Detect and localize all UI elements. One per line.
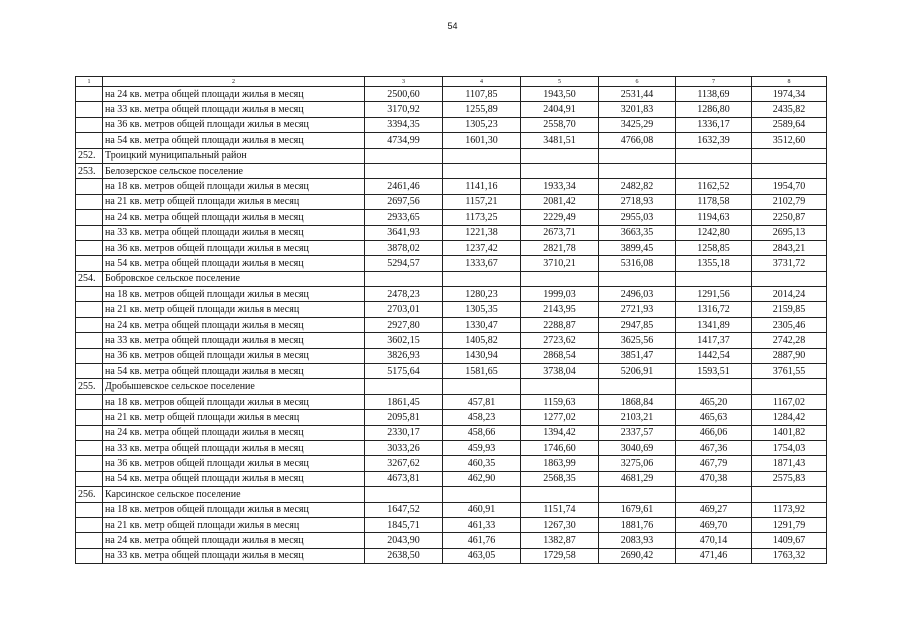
index-cell — [76, 133, 103, 148]
index-cell — [76, 117, 103, 132]
index-cell — [76, 364, 103, 379]
value-cell-col7: 465,20 — [676, 394, 752, 409]
table-body — [76, 77, 827, 564]
value-cell-col8: 2435,82 — [752, 102, 827, 117]
value-cell-col6: 3663,35 — [599, 225, 676, 240]
row-label: на 21 кв. метр общей площади жилья в месяц — [103, 517, 365, 532]
value-cell-col8: 1173,92 — [752, 502, 827, 517]
value-cell-col8: 3512,60 — [752, 133, 827, 148]
empty-cell — [521, 487, 599, 502]
value-cell-col6: 2337,57 — [599, 425, 676, 440]
table-row — [76, 117, 827, 132]
value-cell-col5: 1933,34 — [521, 179, 599, 194]
value-cell-col3: 3878,02 — [365, 240, 443, 255]
value-cell-col5: 2723,62 — [521, 333, 599, 348]
section-row — [76, 148, 827, 163]
table-row — [76, 179, 827, 194]
empty-cell — [365, 163, 443, 178]
value-cell-col3: 2927,80 — [365, 317, 443, 332]
empty-cell — [599, 487, 676, 502]
value-cell-col4: 1157,21 — [443, 194, 521, 209]
value-cell-col6: 4766,08 — [599, 133, 676, 148]
value-cell-col5: 1394,42 — [521, 425, 599, 440]
empty-cell — [521, 163, 599, 178]
empty-cell — [521, 148, 599, 163]
index-cell — [76, 317, 103, 332]
value-cell-col8: 3761,55 — [752, 364, 827, 379]
index-cell — [76, 471, 103, 486]
empty-cell — [443, 271, 521, 286]
value-cell-col3: 2461,46 — [365, 179, 443, 194]
index-cell — [76, 240, 103, 255]
value-cell-col4: 1581,65 — [443, 364, 521, 379]
table-row — [76, 348, 827, 363]
value-cell-col8: 2843,21 — [752, 240, 827, 255]
value-cell-col5: 1863,99 — [521, 456, 599, 471]
index-cell — [76, 102, 103, 117]
value-cell-col6: 2083,93 — [599, 533, 676, 548]
value-cell-col6: 3899,45 — [599, 240, 676, 255]
value-cell-col4: 1333,67 — [443, 256, 521, 271]
row-label: на 21 кв. метр общей площади жилья в месяц — [103, 194, 365, 209]
table-row — [76, 287, 827, 302]
value-cell-col6: 1881,76 — [599, 517, 676, 532]
index-cell — [76, 87, 103, 102]
value-cell-col6: 2955,03 — [599, 210, 676, 225]
value-cell-col8: 2250,87 — [752, 210, 827, 225]
value-cell-col7: 1336,17 — [676, 117, 752, 132]
value-cell-col6: 3275,06 — [599, 456, 676, 471]
empty-cell — [365, 271, 443, 286]
empty-cell — [599, 163, 676, 178]
value-cell-col5: 1151,74 — [521, 502, 599, 517]
empty-cell — [676, 379, 752, 394]
value-cell-col8: 1763,32 — [752, 548, 827, 563]
value-cell-col3: 2697,56 — [365, 194, 443, 209]
section-label: Карсинское сельское поселение — [103, 487, 365, 502]
empty-cell — [443, 379, 521, 394]
table-row — [76, 225, 827, 240]
value-cell-col6: 3040,69 — [599, 440, 676, 455]
index-cell — [76, 440, 103, 455]
value-cell-col7: 470,38 — [676, 471, 752, 486]
value-cell-col8: 1409,67 — [752, 533, 827, 548]
row-label: на 54 кв. метра общей площади жилья в месяц — [103, 364, 365, 379]
value-cell-col3: 2500,60 — [365, 87, 443, 102]
value-cell-col7: 1258,85 — [676, 240, 752, 255]
value-cell-col8: 3731,72 — [752, 256, 827, 271]
value-cell-col7: 467,36 — [676, 440, 752, 455]
value-cell-col5: 1729,58 — [521, 548, 599, 563]
empty-cell — [752, 379, 827, 394]
value-cell-col3: 4734,99 — [365, 133, 443, 148]
column-header: 3 — [365, 77, 443, 87]
value-cell-col5: 2229,49 — [521, 210, 599, 225]
column-header: 7 — [676, 77, 752, 87]
value-cell-col5: 2404,91 — [521, 102, 599, 117]
value-cell-col4: 458,66 — [443, 425, 521, 440]
table-row — [76, 456, 827, 471]
row-label: на 24 кв. метра общей площади жилья в месяц — [103, 533, 365, 548]
row-label: на 36 кв. метров общей площади жилья в месяц — [103, 348, 365, 363]
value-cell-col6: 2718,93 — [599, 194, 676, 209]
column-header: 8 — [752, 77, 827, 87]
empty-cell — [599, 379, 676, 394]
row-label: на 36 кв. метров общей площади жилья в месяц — [103, 456, 365, 471]
row-label: на 36 кв. метров общей площади жилья в месяц — [103, 240, 365, 255]
table-row — [76, 533, 827, 548]
empty-cell — [365, 379, 443, 394]
value-cell-col8: 1401,82 — [752, 425, 827, 440]
index-cell — [76, 456, 103, 471]
row-label: на 33 кв. метра общей площади жилья в месяц — [103, 225, 365, 240]
value-cell-col5: 2568,35 — [521, 471, 599, 486]
value-cell-col7: 1242,80 — [676, 225, 752, 240]
value-cell-col5: 2673,71 — [521, 225, 599, 240]
section-row — [76, 487, 827, 502]
value-cell-col5: 2558,70 — [521, 117, 599, 132]
table-row — [76, 517, 827, 532]
table-row — [76, 502, 827, 517]
table-row — [76, 364, 827, 379]
value-cell-col5: 1267,30 — [521, 517, 599, 532]
section-row — [76, 379, 827, 394]
row-label: на 21 кв. метр общей площади жилья в месяц — [103, 302, 365, 317]
section-row — [76, 271, 827, 286]
value-cell-col7: 1316,72 — [676, 302, 752, 317]
row-label: на 24 кв. метра общей площади жилья в месяц — [103, 87, 365, 102]
row-label: на 33 кв. метра общей площади жилья в месяц — [103, 102, 365, 117]
value-cell-col6: 2482,82 — [599, 179, 676, 194]
empty-cell — [676, 271, 752, 286]
section-index: 255. — [76, 379, 103, 394]
value-cell-col8: 2102,79 — [752, 194, 827, 209]
value-cell-col6: 2103,21 — [599, 410, 676, 425]
index-cell — [76, 502, 103, 517]
value-cell-col5: 2081,42 — [521, 194, 599, 209]
table-row — [76, 240, 827, 255]
empty-cell — [676, 487, 752, 502]
empty-cell — [752, 271, 827, 286]
column-header: 4 — [443, 77, 521, 87]
table-row — [76, 133, 827, 148]
value-cell-col3: 2638,50 — [365, 548, 443, 563]
value-cell-col4: 461,33 — [443, 517, 521, 532]
value-cell-col4: 1255,89 — [443, 102, 521, 117]
value-cell-col4: 457,81 — [443, 394, 521, 409]
empty-cell — [599, 271, 676, 286]
value-cell-col6: 4681,29 — [599, 471, 676, 486]
value-cell-col8: 1754,03 — [752, 440, 827, 455]
value-cell-col3: 2330,17 — [365, 425, 443, 440]
empty-cell — [752, 487, 827, 502]
value-cell-col3: 1845,71 — [365, 517, 443, 532]
value-cell-col3: 1861,45 — [365, 394, 443, 409]
value-cell-col4: 1601,30 — [443, 133, 521, 148]
value-cell-col5: 1999,03 — [521, 287, 599, 302]
table-row — [76, 102, 827, 117]
value-cell-col5: 1943,50 — [521, 87, 599, 102]
value-cell-col4: 1405,82 — [443, 333, 521, 348]
table-row — [76, 317, 827, 332]
value-cell-col6: 1868,84 — [599, 394, 676, 409]
value-cell-col7: 470,14 — [676, 533, 752, 548]
value-cell-col5: 1382,87 — [521, 533, 599, 548]
value-cell-col6: 3851,47 — [599, 348, 676, 363]
column-header: 2 — [103, 77, 365, 87]
empty-cell — [365, 487, 443, 502]
value-cell-col5: 1159,63 — [521, 394, 599, 409]
index-cell — [76, 302, 103, 317]
value-cell-col5: 1277,02 — [521, 410, 599, 425]
table-row — [76, 548, 827, 563]
row-label: на 36 кв. метров общей площади жилья в месяц — [103, 117, 365, 132]
index-cell — [76, 210, 103, 225]
value-cell-col7: 1442,54 — [676, 348, 752, 363]
value-cell-col4: 462,90 — [443, 471, 521, 486]
section-index: 254. — [76, 271, 103, 286]
value-cell-col6: 3425,29 — [599, 117, 676, 132]
value-cell-col3: 2703,01 — [365, 302, 443, 317]
value-cell-col3: 2043,90 — [365, 533, 443, 548]
row-label: на 18 кв. метров общей площади жилья в месяц — [103, 179, 365, 194]
value-cell-col4: 463,05 — [443, 548, 521, 563]
value-cell-col6: 1679,61 — [599, 502, 676, 517]
empty-cell — [443, 163, 521, 178]
value-cell-col4: 1280,23 — [443, 287, 521, 302]
value-cell-col4: 460,35 — [443, 456, 521, 471]
value-cell-col7: 1194,63 — [676, 210, 752, 225]
value-cell-col6: 2496,03 — [599, 287, 676, 302]
value-cell-col8: 2575,83 — [752, 471, 827, 486]
value-cell-col8: 2159,85 — [752, 302, 827, 317]
value-cell-col4: 1237,42 — [443, 240, 521, 255]
value-cell-col7: 1593,51 — [676, 364, 752, 379]
row-label: на 33 кв. метра общей площади жилья в месяц — [103, 333, 365, 348]
empty-cell — [443, 148, 521, 163]
index-cell — [76, 287, 103, 302]
value-cell-col8: 2887,90 — [752, 348, 827, 363]
value-cell-col6: 2690,42 — [599, 548, 676, 563]
value-cell-col3: 4673,81 — [365, 471, 443, 486]
row-label: на 18 кв. метров общей площади жилья в месяц — [103, 287, 365, 302]
row-label: на 54 кв. метра общей площади жилья в месяц — [103, 471, 365, 486]
section-row — [76, 163, 827, 178]
value-cell-col4: 1305,35 — [443, 302, 521, 317]
table-row — [76, 87, 827, 102]
section-label: Троицкий муниципальный район — [103, 148, 365, 163]
value-cell-col8: 1974,34 — [752, 87, 827, 102]
value-cell-col7: 1286,80 — [676, 102, 752, 117]
value-cell-col8: 2742,28 — [752, 333, 827, 348]
value-cell-col7: 1341,89 — [676, 317, 752, 332]
row-label: на 33 кв. метра общей площади жилья в месяц — [103, 548, 365, 563]
value-cell-col7: 471,46 — [676, 548, 752, 563]
column-header: 5 — [521, 77, 599, 87]
value-cell-col4: 461,76 — [443, 533, 521, 548]
value-cell-col7: 469,70 — [676, 517, 752, 532]
value-cell-col4: 1141,16 — [443, 179, 521, 194]
value-cell-col8: 1954,70 — [752, 179, 827, 194]
value-cell-col3: 3641,93 — [365, 225, 443, 240]
index-cell — [76, 348, 103, 363]
section-index: 256. — [76, 487, 103, 502]
value-cell-col3: 2478,23 — [365, 287, 443, 302]
value-cell-col4: 1107,85 — [443, 87, 521, 102]
value-cell-col6: 5316,08 — [599, 256, 676, 271]
value-cell-col3: 5175,64 — [365, 364, 443, 379]
index-cell — [76, 179, 103, 194]
value-cell-col6: 3201,83 — [599, 102, 676, 117]
value-cell-col8: 1291,79 — [752, 517, 827, 532]
value-cell-col4: 1173,25 — [443, 210, 521, 225]
index-cell — [76, 333, 103, 348]
table-row — [76, 394, 827, 409]
value-cell-col7: 466,06 — [676, 425, 752, 440]
value-cell-col5: 2868,54 — [521, 348, 599, 363]
row-label: на 24 кв. метра общей площади жилья в месяц — [103, 425, 365, 440]
value-cell-col4: 1305,23 — [443, 117, 521, 132]
value-cell-col8: 1871,43 — [752, 456, 827, 471]
section-index: 252. — [76, 148, 103, 163]
row-label: на 18 кв. метров общей площади жилья в месяц — [103, 502, 365, 517]
value-cell-col5: 3710,21 — [521, 256, 599, 271]
value-cell-col7: 1138,69 — [676, 87, 752, 102]
value-cell-col7: 1355,18 — [676, 256, 752, 271]
value-cell-col7: 1162,52 — [676, 179, 752, 194]
value-cell-col7: 469,27 — [676, 502, 752, 517]
value-cell-col3: 3826,93 — [365, 348, 443, 363]
column-header: 6 — [599, 77, 676, 87]
table-row — [76, 256, 827, 271]
value-cell-col7: 1417,37 — [676, 333, 752, 348]
value-cell-col7: 465,63 — [676, 410, 752, 425]
value-cell-col5: 2821,78 — [521, 240, 599, 255]
value-cell-col4: 1430,94 — [443, 348, 521, 363]
value-cell-col5: 1746,60 — [521, 440, 599, 455]
value-cell-col4: 1330,47 — [443, 317, 521, 332]
index-cell — [76, 225, 103, 240]
value-cell-col6: 2721,93 — [599, 302, 676, 317]
value-cell-col3: 3602,15 — [365, 333, 443, 348]
value-cell-col3: 1647,52 — [365, 502, 443, 517]
table-row — [76, 410, 827, 425]
index-cell — [76, 394, 103, 409]
table-row — [76, 194, 827, 209]
column-number-row — [76, 77, 827, 87]
table-row — [76, 440, 827, 455]
value-cell-col3: 3267,62 — [365, 456, 443, 471]
value-cell-col7: 1178,58 — [676, 194, 752, 209]
value-cell-col7: 467,79 — [676, 456, 752, 471]
row-label: на 24 кв. метра общей площади жилья в месяц — [103, 210, 365, 225]
row-label: на 54 кв. метра общей площади жилья в месяц — [103, 256, 365, 271]
index-cell — [76, 533, 103, 548]
empty-cell — [599, 148, 676, 163]
table-row — [76, 425, 827, 440]
value-cell-col3: 3394,35 — [365, 117, 443, 132]
page-number: 54 — [447, 21, 458, 31]
value-cell-col7: 1291,56 — [676, 287, 752, 302]
section-index: 253. — [76, 163, 103, 178]
value-cell-col8: 1167,02 — [752, 394, 827, 409]
table-row — [76, 210, 827, 225]
value-cell-col6: 2947,85 — [599, 317, 676, 332]
value-cell-col8: 2014,24 — [752, 287, 827, 302]
section-label: Бобровское сельское поселение — [103, 271, 365, 286]
empty-cell — [752, 148, 827, 163]
index-cell — [76, 517, 103, 532]
value-cell-col5: 3738,04 — [521, 364, 599, 379]
value-cell-col8: 2589,64 — [752, 117, 827, 132]
value-cell-col4: 460,91 — [443, 502, 521, 517]
row-label: на 21 кв. метр общей площади жилья в месяц — [103, 410, 365, 425]
section-label: Дробышевское сельское поселение — [103, 379, 365, 394]
row-label: на 24 кв. метра общей площади жилья в месяц — [103, 317, 365, 332]
table-row — [76, 333, 827, 348]
empty-cell — [365, 148, 443, 163]
column-header: 1 — [76, 77, 103, 87]
empty-cell — [443, 487, 521, 502]
value-cell-col8: 2695,13 — [752, 225, 827, 240]
value-cell-col6: 5206,91 — [599, 364, 676, 379]
value-cell-col8: 1284,42 — [752, 410, 827, 425]
section-label: Белозерское сельское поселение — [103, 163, 365, 178]
value-cell-col3: 2095,81 — [365, 410, 443, 425]
value-cell-col5: 2143,95 — [521, 302, 599, 317]
empty-cell — [521, 379, 599, 394]
empty-cell — [676, 163, 752, 178]
value-cell-col7: 1632,39 — [676, 133, 752, 148]
empty-cell — [676, 148, 752, 163]
value-cell-col3: 5294,57 — [365, 256, 443, 271]
table-row — [76, 302, 827, 317]
tariff-table — [75, 76, 827, 564]
empty-cell — [752, 163, 827, 178]
value-cell-col3: 2933,65 — [365, 210, 443, 225]
empty-cell — [521, 271, 599, 286]
row-label: на 18 кв. метров общей площади жилья в месяц — [103, 394, 365, 409]
row-label: на 54 кв. метра общей площади жилья в месяц — [103, 133, 365, 148]
value-cell-col5: 3481,51 — [521, 133, 599, 148]
value-cell-col4: 458,23 — [443, 410, 521, 425]
index-cell — [76, 410, 103, 425]
value-cell-col4: 459,93 — [443, 440, 521, 455]
index-cell — [76, 256, 103, 271]
index-cell — [76, 194, 103, 209]
value-cell-col6: 2531,44 — [599, 87, 676, 102]
value-cell-col3: 3033,26 — [365, 440, 443, 455]
row-label: на 33 кв. метра общей площади жилья в месяц — [103, 440, 365, 455]
value-cell-col5: 2288,87 — [521, 317, 599, 332]
value-cell-col4: 1221,38 — [443, 225, 521, 240]
index-cell — [76, 425, 103, 440]
value-cell-col8: 2305,46 — [752, 317, 827, 332]
index-cell — [76, 548, 103, 563]
table-row — [76, 471, 827, 486]
value-cell-col3: 3170,92 — [365, 102, 443, 117]
value-cell-col6: 3625,56 — [599, 333, 676, 348]
